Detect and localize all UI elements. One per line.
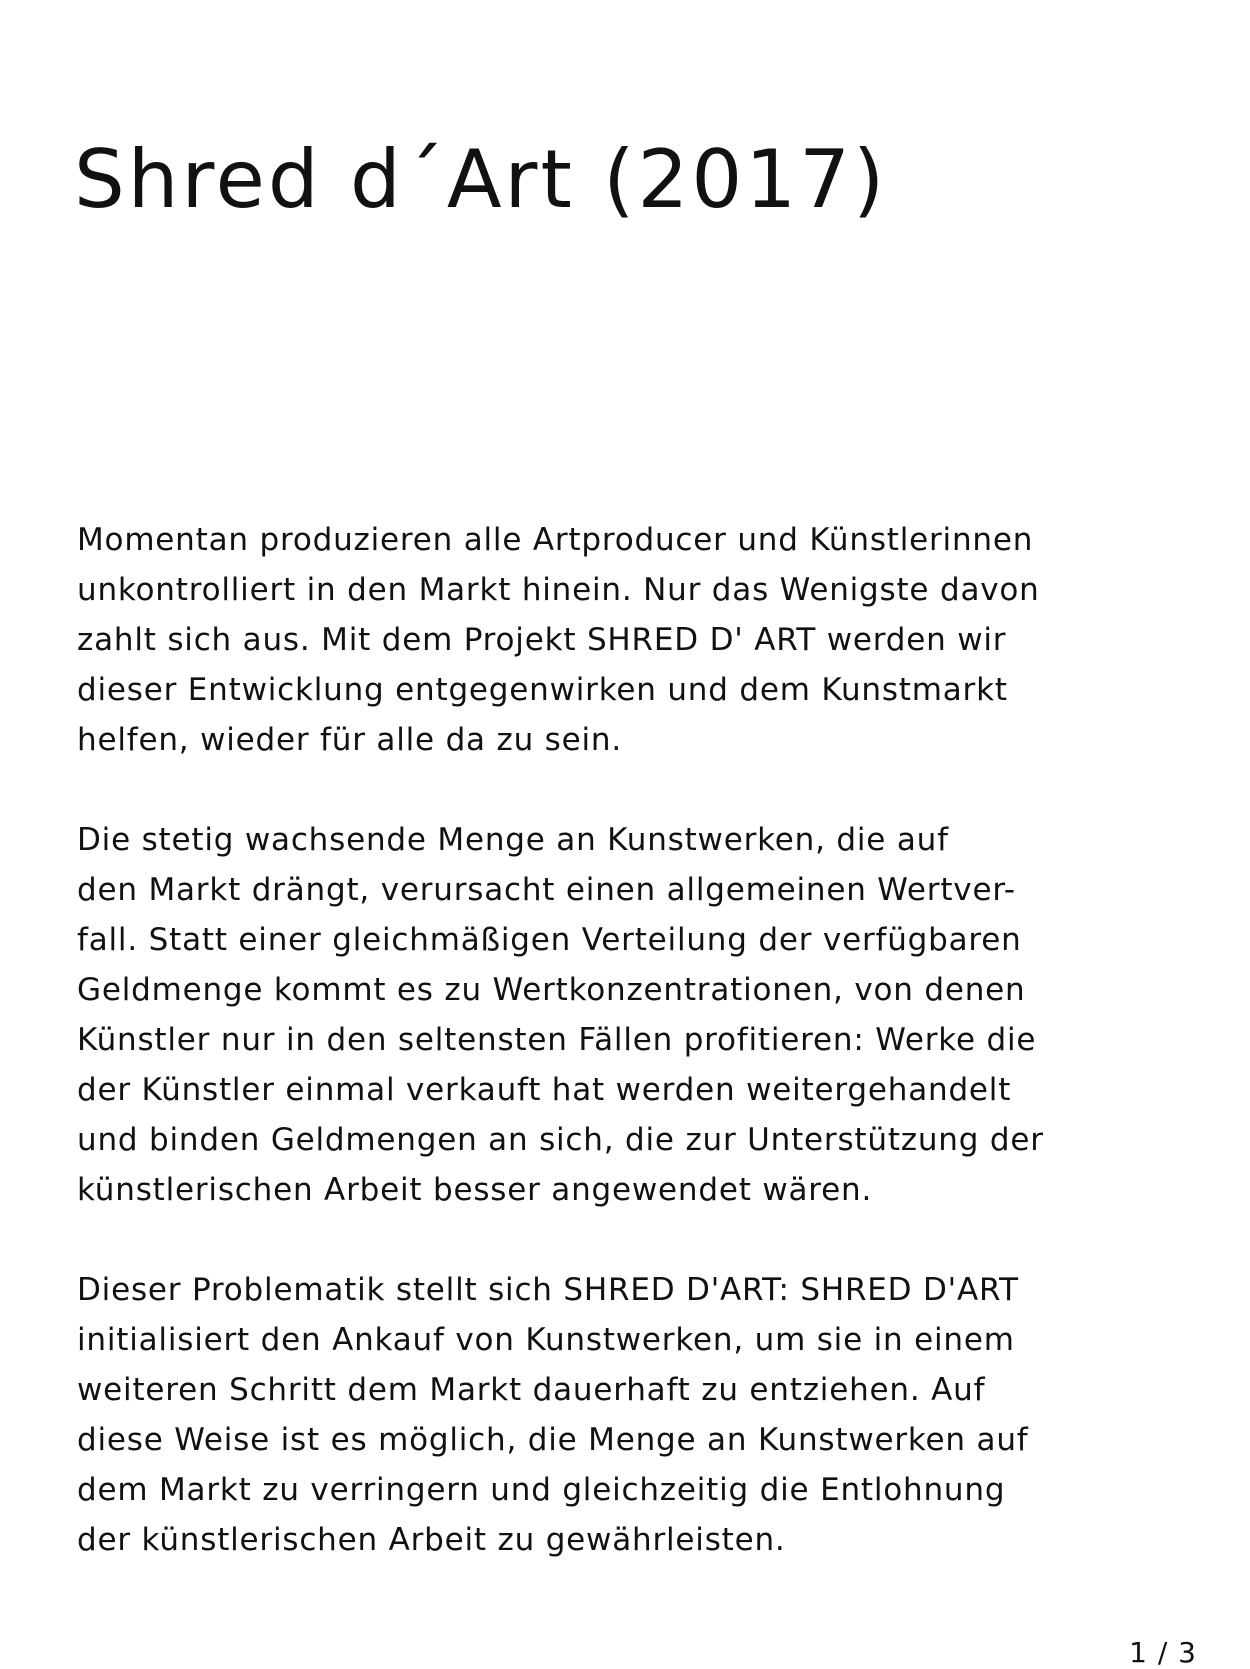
text-line: dem Markt zu verringern und gleichzeitig die Entlohnung: [77, 1472, 1006, 1508]
paragraph-1: [77, 515, 1197, 765]
page-title: Shred d´Art (2017): [74, 133, 888, 226]
text-line: zahlt sich aus. Mit dem Projekt SHRED D' ART werden wir: [77, 622, 1007, 658]
text-line: Dieser Problematik stellt sich SHRED D'ART: SHRED D'ART: [77, 1272, 1019, 1308]
text-line: Momentan produzieren alle Artproducer und Künstlerinnen: [77, 522, 1034, 558]
text-line: Die stetig wachsende Menge an Kunstwerken, die auf: [77, 822, 949, 858]
text-line: künstlerischen Arbeit besser angewendet wären.: [77, 1172, 873, 1208]
text-line: fall. Statt einer gleichmäßigen Verteilung der verfügbaren: [77, 922, 1022, 958]
body-text: [77, 515, 1197, 1615]
text-line: der künstlerischen Arbeit zu gewährleisten.: [77, 1522, 786, 1558]
text-line: initialisiert den Ankauf von Kunstwerken, um sie in einem: [77, 1322, 1015, 1358]
text-line: Künstler nur in den seltensten Fällen profitieren: Werke die: [77, 1022, 1037, 1058]
text-line: und binden Geldmengen an sich, die zur Unterstützung der: [77, 1122, 1044, 1158]
page-indicator: 1 / 3: [1129, 1636, 1197, 1669]
paragraph-2: [77, 815, 1197, 1215]
paragraph-3: [77, 1265, 1197, 1565]
text-line: diese Weise ist es möglich, die Menge an Kunstwerken auf: [77, 1422, 1029, 1458]
text-line: dieser Entwicklung entgegenwirken und dem Kunstmarkt: [77, 672, 1008, 708]
text-line: helfen, wieder für alle da zu sein.: [77, 722, 623, 758]
text-line: den Markt drängt, verursacht einen allgemeinen Wertver-: [77, 872, 1016, 908]
text-line: weiteren Schritt dem Markt dauerhaft zu entziehen. Auf: [77, 1372, 986, 1408]
text-line: unkontrolliert in den Markt hinein. Nur das Wenigste davon: [77, 572, 1040, 608]
text-line: der Künstler einmal verkauft hat werden weitergehandelt: [77, 1072, 1012, 1108]
text-line: Geldmenge kommt es zu Wertkonzentrationen, von denen: [77, 972, 1026, 1008]
